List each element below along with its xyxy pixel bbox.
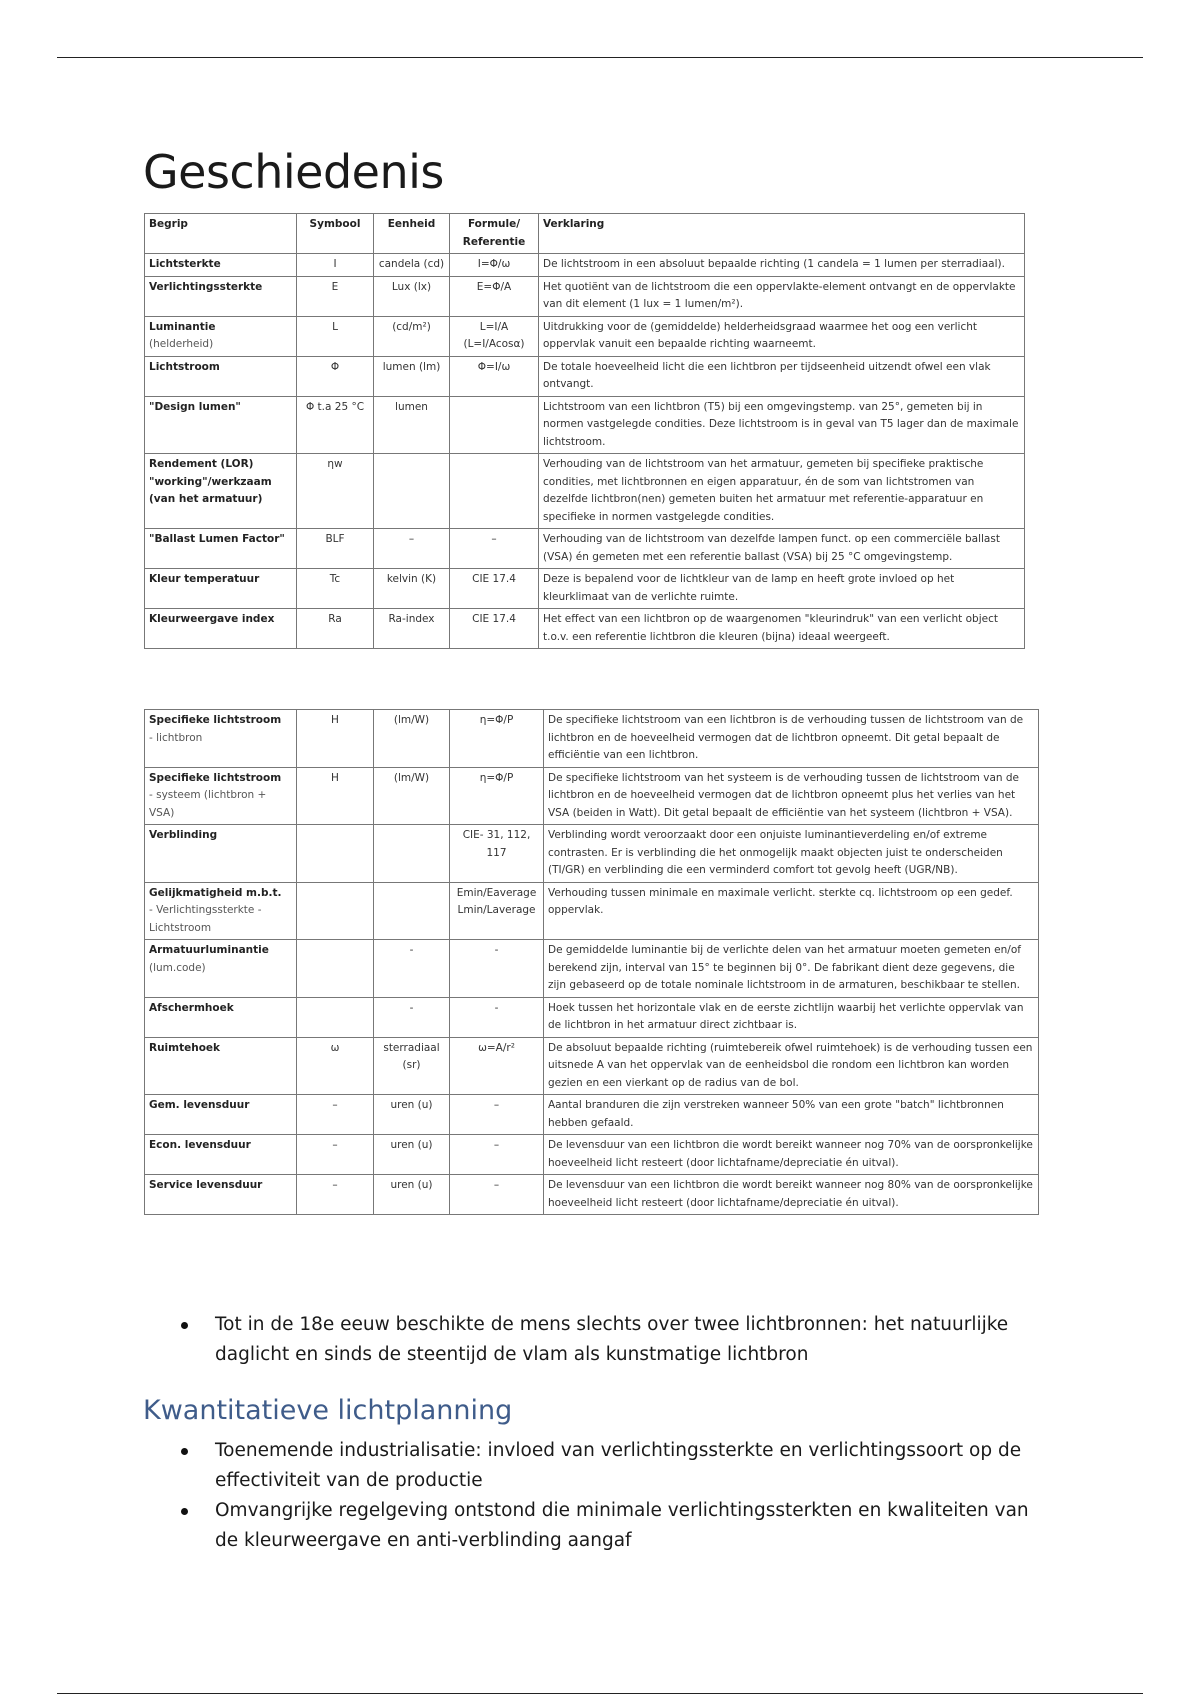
symbol-cell: H: [297, 710, 374, 768]
term-cell: [145, 276, 297, 316]
table-row: [145, 882, 1039, 940]
table-header-row: [145, 214, 1025, 254]
table-row: [145, 276, 1025, 316]
term-name: Specifieke lichtstroom: [149, 771, 282, 784]
formula-cell: E=Φ/A: [450, 276, 539, 316]
term-cell: [145, 316, 297, 356]
term-subtitle: - systeem (lichtbron + VSA): [149, 789, 267, 819]
lighting-terms-table-continued: [144, 709, 1039, 1215]
symbol-cell: Φ t.a 25 °C: [297, 396, 374, 454]
formula-cell: η=Φ/P: [450, 767, 544, 825]
term-name: Gem. levensduur: [149, 1099, 250, 1111]
lighting-terms-table: [144, 213, 1025, 649]
explanation-cell: Verhouding van de lichtstroom van dezelfde lampen funct. op een commerciële ballast (VSA) én gemeten met een referentie ballast (VSA) bij 25 °C omgevingstemp.: [539, 529, 1025, 569]
symbol-cell: Φ: [297, 356, 374, 396]
table-row: [145, 569, 1025, 609]
term-subtitle: (lum.code): [149, 961, 206, 974]
column-header: Begrip: [145, 214, 297, 254]
formula-cell: [450, 454, 539, 529]
unit-cell: (lm/W): [374, 710, 450, 768]
formula-cell: L=I/A (L=I/Acosα): [450, 316, 539, 356]
formula-cell: Φ=I/ω: [450, 356, 539, 396]
formula-cell: CIE 17.4: [450, 609, 539, 649]
column-header: Eenheid: [374, 214, 450, 254]
list-item: Omvangrijke regelgeving ontstond die minimale verlichtingssterkten en kwaliteiten van de kleurweergave en anti-verblinding aangaf: [215, 1496, 1045, 1556]
unit-cell: -: [374, 940, 450, 998]
symbol-cell: E: [297, 276, 374, 316]
table-row: [145, 767, 1039, 825]
term-cell: [145, 569, 297, 609]
formula-cell: Emin/Eaverage Lmin/Laverage: [450, 882, 544, 940]
explanation-cell: De absoluut bepaalde richting (ruimtebereik ofwel ruimtehoek) is de verhouding tussen een uitsnede A van het oppervlak van de eenheidsbol die rondom een lichtbron kan worden gezien en een vierkant op de radius van de bol.: [544, 1037, 1039, 1095]
table-row: [145, 396, 1025, 454]
term-name: "Ballast Lumen Factor": [149, 533, 285, 545]
formula-cell: -: [450, 940, 544, 998]
unit-cell: sterradiaal (sr): [374, 1037, 450, 1095]
term-name: Lichtsterkte: [149, 258, 221, 270]
formula-cell: CIE- 31, 112, 117: [450, 825, 544, 883]
term-name: Ruimtehoek: [149, 1041, 221, 1054]
unit-cell: lumen (lm): [374, 356, 450, 396]
symbol-cell: [297, 997, 374, 1037]
unit-cell: -: [374, 997, 450, 1037]
table-row: [145, 825, 1039, 883]
table-row: [145, 609, 1025, 649]
term-cell: [145, 882, 297, 940]
term-cell: [145, 454, 297, 529]
term-cell: [145, 767, 297, 825]
explanation-cell: Hoek tussen het horizontale vlak en de eerste zichtlijn waarbij het verlichte oppervlak van de lichtbron in het armatuur direct zichtbaar is.: [544, 997, 1039, 1037]
symbol-cell: –: [297, 1135, 374, 1175]
explanation-cell: Lichtstroom van een lichtbron (T5) bij een omgevingstemp. van 25°, gemeten bij in normen vastgelegde condities. Deze lichtstroom is in geval van T5 lager dan de maximale lichtstroom.: [539, 396, 1025, 454]
explanation-cell: De levensduur van een lichtbron die wordt bereikt wanneer nog 70% van de oorspronkelijke hoeveelheid licht resteert (door lichtafname/depreciatie én uitval).: [544, 1135, 1039, 1175]
history-bullet-list: [180, 1310, 1045, 1370]
symbol-cell: L: [297, 316, 374, 356]
table-row: [145, 997, 1039, 1037]
explanation-cell: Verhouding tussen minimale en maximale verlicht. sterkte cq. lichtstroom op een gedef. oppervlak.: [544, 882, 1039, 940]
symbol-cell: –: [297, 1095, 374, 1135]
unit-cell: uren (u): [374, 1095, 450, 1135]
formula-cell: –: [450, 1135, 544, 1175]
table-row: [145, 529, 1025, 569]
column-header: Verklaring: [539, 214, 1025, 254]
formula-cell: [450, 396, 539, 454]
symbol-cell: [297, 940, 374, 998]
formula-cell: ω=A/r²: [450, 1037, 544, 1095]
formula-cell: –: [450, 529, 539, 569]
unit-cell: [374, 454, 450, 529]
term-cell: [145, 254, 297, 277]
term-cell: [145, 940, 297, 998]
column-header: Formule/ Referentie: [450, 214, 539, 254]
header-rule: [57, 57, 1143, 58]
table-row: [145, 940, 1039, 998]
symbol-cell: ω: [297, 1037, 374, 1095]
formula-cell: I=Φ/ω: [450, 254, 539, 277]
explanation-cell: De gemiddelde luminantie bij de verlichte delen van het armatuur moeten gemeten en/of berekend zijn, interval van 15° te beginnen bij 0°. De fabrikant dient deze gegevens, die zijn gebaseerd op de totale nominale lichtstroom in de armaturen, beschikbaar te stellen.: [544, 940, 1039, 998]
term-cell: [145, 1095, 297, 1135]
term-cell: [145, 1135, 297, 1175]
explanation-cell: Verblinding wordt veroorzaakt door een onjuiste luminantieverdeling en/of extreme contrasten. Er is verblinding die het onmogelijk maakt objecten juist te onderscheiden (TI/GR) en verblinding die een verminderd comfort tot gevolg heeft (UGR/NB).: [544, 825, 1039, 883]
symbol-cell: Tc: [297, 569, 374, 609]
unit-cell: Lux (lx): [374, 276, 450, 316]
formula-cell: η=Φ/P: [450, 710, 544, 768]
table-row: [145, 356, 1025, 396]
explanation-cell: De specifieke lichtstroom van het systeem is de verhouding tussen de lichtstroom van de lichtbron en de hoeveelheid vermogen dat de lichtbron opneemt plus het verlies van het VSA (beiden in Watt). Dit getal bepaalt de efficiëntie van het systeem (lichtbron + VSA).: [544, 767, 1039, 825]
term-cell: [145, 1037, 297, 1095]
symbol-cell: I: [297, 254, 374, 277]
unit-cell: [374, 882, 450, 940]
explanation-cell: Aantal branduren die zijn verstreken wanneer 50% van een grote "batch" lichtbronnen hebben gefaald.: [544, 1095, 1039, 1135]
symbol-cell: –: [297, 1175, 374, 1215]
explanation-cell: De levensduur van een lichtbron die wordt bereikt wanneer nog 80% van de oorspronkelijke hoeveelheid licht resteert (door lichtafname/depreciatie én uitval).: [544, 1175, 1039, 1215]
explanation-cell: Uitdrukking voor de (gemiddelde) helderheidsgraad waarmee het oog een verlicht oppervlak vanuit een bepaalde richting waarneemt.: [539, 316, 1025, 356]
term-name: Verlichtingssterkte: [149, 280, 263, 293]
term-name: Armatuurluminantie: [149, 944, 269, 956]
explanation-cell: De specifieke lichtstroom van een lichtbron is de verhouding tussen de lichtstroom van de lichtbron en de hoeveelheid vermogen dat de lichtbron opneemt. Dit getal bepaalt de efficiëntie van een lichtbron.: [544, 710, 1039, 768]
table-row: [145, 254, 1025, 277]
term-name: Econ. levensduur: [149, 1139, 251, 1151]
term-cell: [145, 529, 297, 569]
explanation-cell: Het effect van een lichtbron op de waargenomen "kleurindruk" van een verlicht object t.o.v. een referentie lichtbron die kleuren (bijna) ideaal weergeeft.: [539, 609, 1025, 649]
formula-cell: –: [450, 1095, 544, 1135]
term-cell: [145, 396, 297, 454]
table-row: [145, 1175, 1039, 1215]
table-row: [145, 454, 1025, 529]
term-name: Lichtstroom: [149, 360, 220, 373]
section-heading: Kwantitatieve lichtplanning: [143, 1395, 513, 1426]
explanation-cell: Het quotiënt van de lichtstroom die een oppervlakte-element ontvangt en de oppervlakte van dit element (1 lux = 1 lumen/m²).: [539, 276, 1025, 316]
footer-rule: [57, 1693, 1143, 1694]
list-item: Toenemende industrialisatie: invloed van verlichtingssterkte en verlichtingssoort op de effectiviteit van de productie: [215, 1436, 1045, 1496]
term-name: Service levensduur: [149, 1179, 263, 1191]
unit-cell: (cd/m²): [374, 316, 450, 356]
formula-cell: -: [450, 997, 544, 1037]
explanation-cell: Deze is bepalend voor de lichtkleur van de lamp en heeft grote invloed op het kleurklimaat van de verlichte ruimte.: [539, 569, 1025, 609]
unit-cell: (lm/W): [374, 767, 450, 825]
unit-cell: lumen: [374, 396, 450, 454]
table-row: [145, 316, 1025, 356]
list-item: Tot in de 18e eeuw beschikte de mens slechts over twee lichtbronnen: het natuurlijke daglicht en sinds de steentijd de vlam als kunstmatige lichtbron: [215, 1310, 1045, 1370]
symbol-cell: ηw: [297, 454, 374, 529]
term-cell: [145, 356, 297, 396]
symbol-cell: Ra: [297, 609, 374, 649]
term-name: Luminantie: [149, 320, 216, 333]
term-name: Kleur temperatuur: [149, 573, 260, 585]
term-cell: [145, 997, 297, 1037]
term-name: Specifieke lichtstroom: [149, 714, 282, 726]
term-subtitle: (helderheid): [149, 338, 214, 350]
page-title: Geschiedenis: [143, 145, 444, 199]
table-row: [145, 1135, 1039, 1175]
unit-cell: kelvin (K): [374, 569, 450, 609]
term-name: "Design lumen": [149, 400, 241, 413]
table-row: [145, 710, 1039, 768]
unit-cell: uren (u): [374, 1175, 450, 1215]
term-cell: [145, 609, 297, 649]
column-header: Symbool: [297, 214, 374, 254]
symbol-cell: H: [297, 767, 374, 825]
table-row: [145, 1037, 1039, 1095]
term-subtitle: - Verlichtingssterkte - Lichtstroom: [149, 904, 262, 934]
unit-cell: candela (cd): [374, 254, 450, 277]
term-cell: [145, 710, 297, 768]
explanation-cell: De lichtstroom in een absoluut bepaalde richting (1 candela = 1 lumen per sterradiaal).: [539, 254, 1025, 277]
term-cell: [145, 825, 297, 883]
explanation-cell: Verhouding van de lichtstroom van het armatuur, gemeten bij specifieke praktische condities, met lichtbronnen en eigen apparatuur, én de som van lichtstromen van dezelfde lichtbron(nen) gemeten buiten het armatuur met referentie-apparatuur en specifieke in normen vastgelegde condities.: [539, 454, 1025, 529]
term-name: Verblinding: [149, 829, 218, 841]
formula-cell: CIE 17.4: [450, 569, 539, 609]
quantitative-bullet-list: [180, 1436, 1045, 1556]
symbol-cell: [297, 825, 374, 883]
term-name: Rendement (LOR) "working"/werkzaam (van het armatuur): [149, 458, 272, 505]
unit-cell: Ra-index: [374, 609, 450, 649]
symbol-cell: [297, 882, 374, 940]
unit-cell: [374, 825, 450, 883]
unit-cell: –: [374, 529, 450, 569]
symbol-cell: BLF: [297, 529, 374, 569]
term-cell: [145, 1175, 297, 1215]
term-name: Gelijkmatigheid m.b.t.: [149, 886, 282, 899]
unit-cell: uren (u): [374, 1135, 450, 1175]
term-name: Afschermhoek: [149, 1001, 234, 1014]
explanation-cell: De totale hoeveelheid licht die een lichtbron per tijdseenheid uitzendt ofwel een vlak ontvangt.: [539, 356, 1025, 396]
term-name: Kleurweergave index: [149, 613, 275, 625]
table-row: [145, 1095, 1039, 1135]
formula-cell: –: [450, 1175, 544, 1215]
term-subtitle: - lichtbron: [149, 731, 203, 744]
